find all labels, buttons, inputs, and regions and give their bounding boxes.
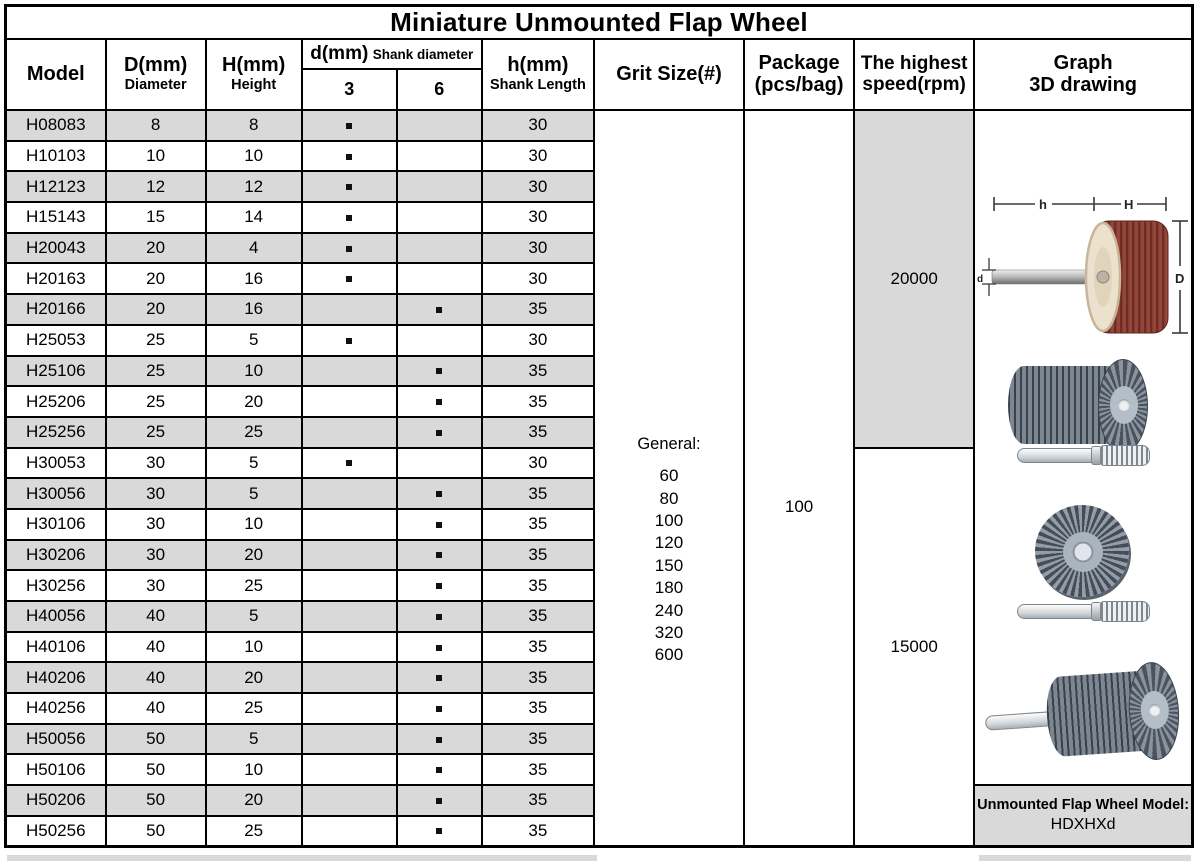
package-header-line2: (pcs/bag): [754, 73, 844, 96]
height-cell: 20: [206, 662, 302, 693]
shank-marker: [346, 338, 352, 344]
shank-marker: [436, 675, 442, 681]
height-cell: 25: [206, 693, 302, 724]
shank6-cell: [397, 202, 482, 233]
shank6-cell: [397, 263, 482, 294]
shank6-cell: [397, 141, 482, 172]
column-header-height: [206, 39, 302, 110]
model-cell: H50056: [6, 724, 106, 755]
shank-marker: [436, 737, 442, 743]
shank-main-label: d(mm): [310, 43, 369, 64]
shank-length-cell: 35: [482, 816, 594, 847]
spindle-shank: [1017, 601, 1149, 620]
diameter-cell: 8: [106, 110, 206, 141]
speed-high-value: 20000: [890, 268, 938, 288]
shank6-cell: [397, 693, 482, 724]
mounted-flap-wheel: [982, 660, 1184, 769]
shank-marker: [346, 246, 352, 252]
cutoff-row-sliver: [7, 855, 597, 861]
grit-value: 320: [654, 623, 684, 643]
shank-length-cell: 35: [482, 509, 594, 540]
grit-general-label: General:: [637, 435, 701, 454]
grit-value: 600: [654, 645, 684, 665]
model-cell: H20163: [6, 263, 106, 294]
model-cell: H25206: [6, 386, 106, 417]
diameter-cell: 50: [106, 754, 206, 785]
height-cell: 25: [206, 816, 302, 847]
flap-wheel-3d-cylinder: [1008, 359, 1158, 451]
shank3-cell: [302, 294, 397, 325]
shank-marker: [436, 307, 442, 313]
shank3-cell: [302, 754, 397, 785]
column-header-speed: [854, 39, 974, 110]
wheel-diameter-dim-label: D: [1175, 271, 1185, 286]
diameter-cell: 25: [106, 417, 206, 448]
diameter-cell: 20: [106, 263, 206, 294]
shank-diameter-dim-label: d: [977, 274, 984, 285]
shank3-cell: [302, 724, 397, 755]
page-title: Miniature Unmounted Flap Wheel: [6, 6, 1193, 40]
model-cell: H10103: [6, 141, 106, 172]
shank-length-cell: 35: [482, 356, 594, 387]
height-cell: 5: [206, 601, 302, 632]
height-cell: 25: [206, 570, 302, 601]
model-cell: H50256: [6, 816, 106, 847]
model-cell: H25106: [6, 356, 106, 387]
shank-thread: [1100, 445, 1150, 466]
shank-marker: [436, 399, 442, 405]
shank6-cell: [397, 816, 482, 847]
flap-wheel-dimension-diagram: [976, 137, 1190, 369]
shank-length-cell: 35: [482, 662, 594, 693]
model-cell: H50106: [6, 754, 106, 785]
diameter-cell: 40: [106, 693, 206, 724]
height-cell: 16: [206, 263, 302, 294]
diameter-cell: 20: [106, 233, 206, 264]
shank3-cell: [302, 509, 397, 540]
grit-size-cell: [594, 110, 744, 847]
shank3-cell: [302, 478, 397, 509]
model-header-label: Model: [26, 62, 85, 85]
shank6-cell: [397, 632, 482, 663]
shank-marker: [436, 368, 442, 374]
model-cell: H40056: [6, 601, 106, 632]
grit-value: 240: [654, 600, 684, 620]
shank-marker: [346, 184, 352, 190]
shank-length-cell: 30: [482, 141, 594, 172]
diameter-cell: 20: [106, 294, 206, 325]
height-cell: 4: [206, 233, 302, 264]
table-row: [6, 110, 1193, 141]
shank3-cell: [302, 110, 397, 141]
height-cell: 14: [206, 202, 302, 233]
shank-length-sub-label: Shank Length: [489, 76, 586, 93]
shank-marker: [436, 552, 442, 558]
shank6-cell: [397, 509, 482, 540]
shank3-cell: [302, 540, 397, 571]
spec-table-body: [6, 110, 1193, 847]
shank6-cell: [397, 356, 482, 387]
shank-marker: [346, 215, 352, 221]
column-header-grit-size: [594, 39, 744, 110]
diameter-sub-label: Diameter: [124, 76, 187, 93]
cylinder-bore-hole: [1118, 399, 1130, 411]
shank6-cell: [397, 294, 482, 325]
height-cell: 10: [206, 509, 302, 540]
height-cell: 20: [206, 540, 302, 571]
graph-model-label-cell: [974, 785, 1192, 846]
diameter-main-label: D(mm): [123, 54, 188, 77]
model-cell: H40256: [6, 693, 106, 724]
shank-length-cell: 35: [482, 570, 594, 601]
shank3-cell: [302, 601, 397, 632]
shank-option-6-header: 6: [397, 69, 482, 110]
diameter-cell: 50: [106, 724, 206, 755]
grit-value: 60: [659, 466, 679, 486]
diameter-cell: 40: [106, 601, 206, 632]
model-cell: H40206: [6, 662, 106, 693]
column-header-diameter: [106, 39, 206, 110]
spindle-shank: [1017, 445, 1149, 464]
height-cell: 10: [206, 754, 302, 785]
shank-marker: [436, 706, 442, 712]
shank3-cell: [302, 325, 397, 356]
speed-low-value: 15000: [890, 636, 938, 656]
speed-header-line2: speed(rpm): [862, 73, 966, 95]
diameter-cell: 30: [106, 478, 206, 509]
shank-length-cell: 35: [482, 294, 594, 325]
shank-shaft: [1017, 604, 1099, 619]
model-cell: H20166: [6, 294, 106, 325]
shank6-cell: [397, 448, 482, 479]
speed-high-cell: [854, 110, 974, 448]
package-value: 100: [784, 497, 814, 516]
shank3-cell: [302, 816, 397, 847]
model-cell: H15143: [6, 202, 106, 233]
column-header-package: [744, 39, 854, 110]
shank-marker: [436, 430, 442, 436]
height-cell: 5: [206, 325, 302, 356]
column-header-graph: [974, 39, 1192, 110]
shank3-cell: [302, 693, 397, 724]
diameter-cell: 40: [106, 662, 206, 693]
shank-marker: [436, 767, 442, 773]
diameter-cell: 30: [106, 448, 206, 479]
diameter-cell: 25: [106, 356, 206, 387]
model-cell: H30106: [6, 509, 106, 540]
shank-length-cell: 35: [482, 540, 594, 571]
shank6-cell: [397, 785, 482, 816]
shank-marker: [436, 491, 442, 497]
shank-marker: [346, 276, 352, 282]
grit-value: 80: [659, 488, 679, 508]
package-header-line1: Package: [758, 51, 840, 74]
shank-sub-label: Shank diameter: [372, 47, 474, 62]
height-sub-label: Height: [231, 76, 277, 93]
height-main-label: H(mm): [222, 54, 286, 77]
grit-value: 180: [654, 578, 684, 598]
shank3-cell: [302, 263, 397, 294]
shank-marker: [436, 798, 442, 804]
model-cell: H25256: [6, 417, 106, 448]
shank3-cell: [302, 417, 397, 448]
shank-marker: [436, 645, 442, 651]
shank3-cell: [302, 356, 397, 387]
shank6-cell: [397, 540, 482, 571]
shank6-cell: [397, 110, 482, 141]
shank-thread: [1100, 601, 1150, 622]
column-header-shank-diameter: [302, 39, 482, 69]
shank-length-cell: 35: [482, 724, 594, 755]
shank-marker: [346, 460, 352, 466]
shank-marker: [436, 522, 442, 528]
shank-marker: [346, 123, 352, 129]
height-cell: 10: [206, 632, 302, 663]
shank-length-cell: 35: [482, 754, 594, 785]
column-header-shank-length: [482, 39, 594, 110]
shank-length-cell: 30: [482, 325, 594, 356]
height-cell: 5: [206, 724, 302, 755]
diameter-cell: 15: [106, 202, 206, 233]
diameter-cell: 50: [106, 785, 206, 816]
package-cell: [744, 110, 854, 847]
shank-length-cell: 30: [482, 171, 594, 202]
diameter-cell: 25: [106, 325, 206, 356]
height-cell: 10: [206, 141, 302, 172]
diameter-cell: 50: [106, 816, 206, 847]
shank6-cell: [397, 325, 482, 356]
height-cell: 16: [206, 294, 302, 325]
shank3-cell: [302, 448, 397, 479]
disc-bore-hole: [1073, 542, 1094, 563]
graph-label-line2: HDXHXd: [1050, 816, 1116, 834]
shank6-cell: [397, 478, 482, 509]
shank-marker: [436, 583, 442, 589]
shank-length-cell: 35: [482, 417, 594, 448]
shank6-cell: [397, 233, 482, 264]
shank6-cell: [397, 417, 482, 448]
height-cell: 5: [206, 478, 302, 509]
shank-shaft: [1017, 448, 1099, 463]
diameter-cell: 30: [106, 540, 206, 571]
grit-value: 150: [654, 555, 684, 575]
shank-length-cell: 35: [482, 386, 594, 417]
shank-length-cell: 35: [482, 785, 594, 816]
model-cell: H30206: [6, 540, 106, 571]
shank-length-cell: 30: [482, 263, 594, 294]
model-cell: H08083: [6, 110, 106, 141]
model-cell: H25053: [6, 325, 106, 356]
shank-length-cell: 30: [482, 448, 594, 479]
shank-option-3-header: 3: [302, 69, 397, 110]
shank3-cell: [302, 632, 397, 663]
shank-marker: [436, 614, 442, 620]
photo-wheel-hub: [1097, 271, 1109, 283]
model-cell: H30053: [6, 448, 106, 479]
diameter-cell: 30: [106, 509, 206, 540]
shank-length-cell: 30: [482, 233, 594, 264]
shank-length-cell: 30: [482, 202, 594, 233]
graph-label-line1: Unmounted Flap Wheel Model:: [977, 796, 1190, 813]
grit-header-label: Grit Size(#): [616, 62, 722, 85]
shank-length-cell: 35: [482, 632, 594, 663]
graph-cell: [974, 110, 1192, 785]
model-cell: H50206: [6, 785, 106, 816]
model-cell: H30256: [6, 570, 106, 601]
shank3-cell: [302, 570, 397, 601]
diameter-cell: 12: [106, 171, 206, 202]
model-cell: H30056: [6, 478, 106, 509]
shank3-cell: [302, 202, 397, 233]
shank6-cell: [397, 171, 482, 202]
height-cell: 20: [206, 785, 302, 816]
shank6-cell: [397, 754, 482, 785]
shank-length-cell: 35: [482, 693, 594, 724]
grit-value: 100: [654, 510, 684, 530]
photo-shank: [992, 270, 1100, 284]
shank-length-cell: 30: [482, 110, 594, 141]
spec-table: [4, 4, 1194, 848]
diameter-cell: 25: [106, 386, 206, 417]
flap-disc-face-view: [1035, 505, 1131, 599]
height-cell: 5: [206, 448, 302, 479]
height-cell: 8: [206, 110, 302, 141]
height-cell: 25: [206, 417, 302, 448]
grit-size-list: [595, 289, 743, 667]
shank3-cell: [302, 141, 397, 172]
shank3-cell: [302, 171, 397, 202]
shank-length-main-label: h(mm): [507, 54, 569, 77]
height-cell: 10: [206, 356, 302, 387]
shank3-cell: [302, 233, 397, 264]
shank-marker: [346, 154, 352, 160]
diameter-cell: 40: [106, 632, 206, 663]
shank-length-cell: 35: [482, 478, 594, 509]
model-cell: H20043: [6, 233, 106, 264]
cutoff-row-sliver: [979, 855, 1191, 861]
grit-value: 120: [654, 533, 684, 553]
shank3-cell: [302, 386, 397, 417]
column-header-model: [6, 39, 106, 110]
shank-length-dim-label: h: [1039, 197, 1048, 212]
shank-length-cell: 35: [482, 601, 594, 632]
speed-header-line1: The highest: [860, 52, 968, 74]
shank6-cell: [397, 570, 482, 601]
graph-header-line1: Graph: [1053, 51, 1113, 74]
model-cell: H40106: [6, 632, 106, 663]
shank6-cell: [397, 662, 482, 693]
shank6-cell: [397, 386, 482, 417]
shank3-cell: [302, 785, 397, 816]
model-cell: H12123: [6, 171, 106, 202]
shank-marker: [436, 828, 442, 834]
shank6-cell: [397, 724, 482, 755]
shank6-cell: [397, 601, 482, 632]
height-cell: 20: [206, 386, 302, 417]
speed-low-cell: [854, 448, 974, 847]
dimension-lines-top: [994, 197, 1166, 211]
shank3-cell: [302, 662, 397, 693]
diameter-cell: 10: [106, 141, 206, 172]
graph-header-line2: 3D drawing: [1029, 73, 1137, 96]
mounted-cylinder: [1044, 660, 1184, 765]
height-cell: 12: [206, 171, 302, 202]
wheel-height-dim-label: H: [1124, 197, 1134, 212]
diameter-cell: 30: [106, 570, 206, 601]
